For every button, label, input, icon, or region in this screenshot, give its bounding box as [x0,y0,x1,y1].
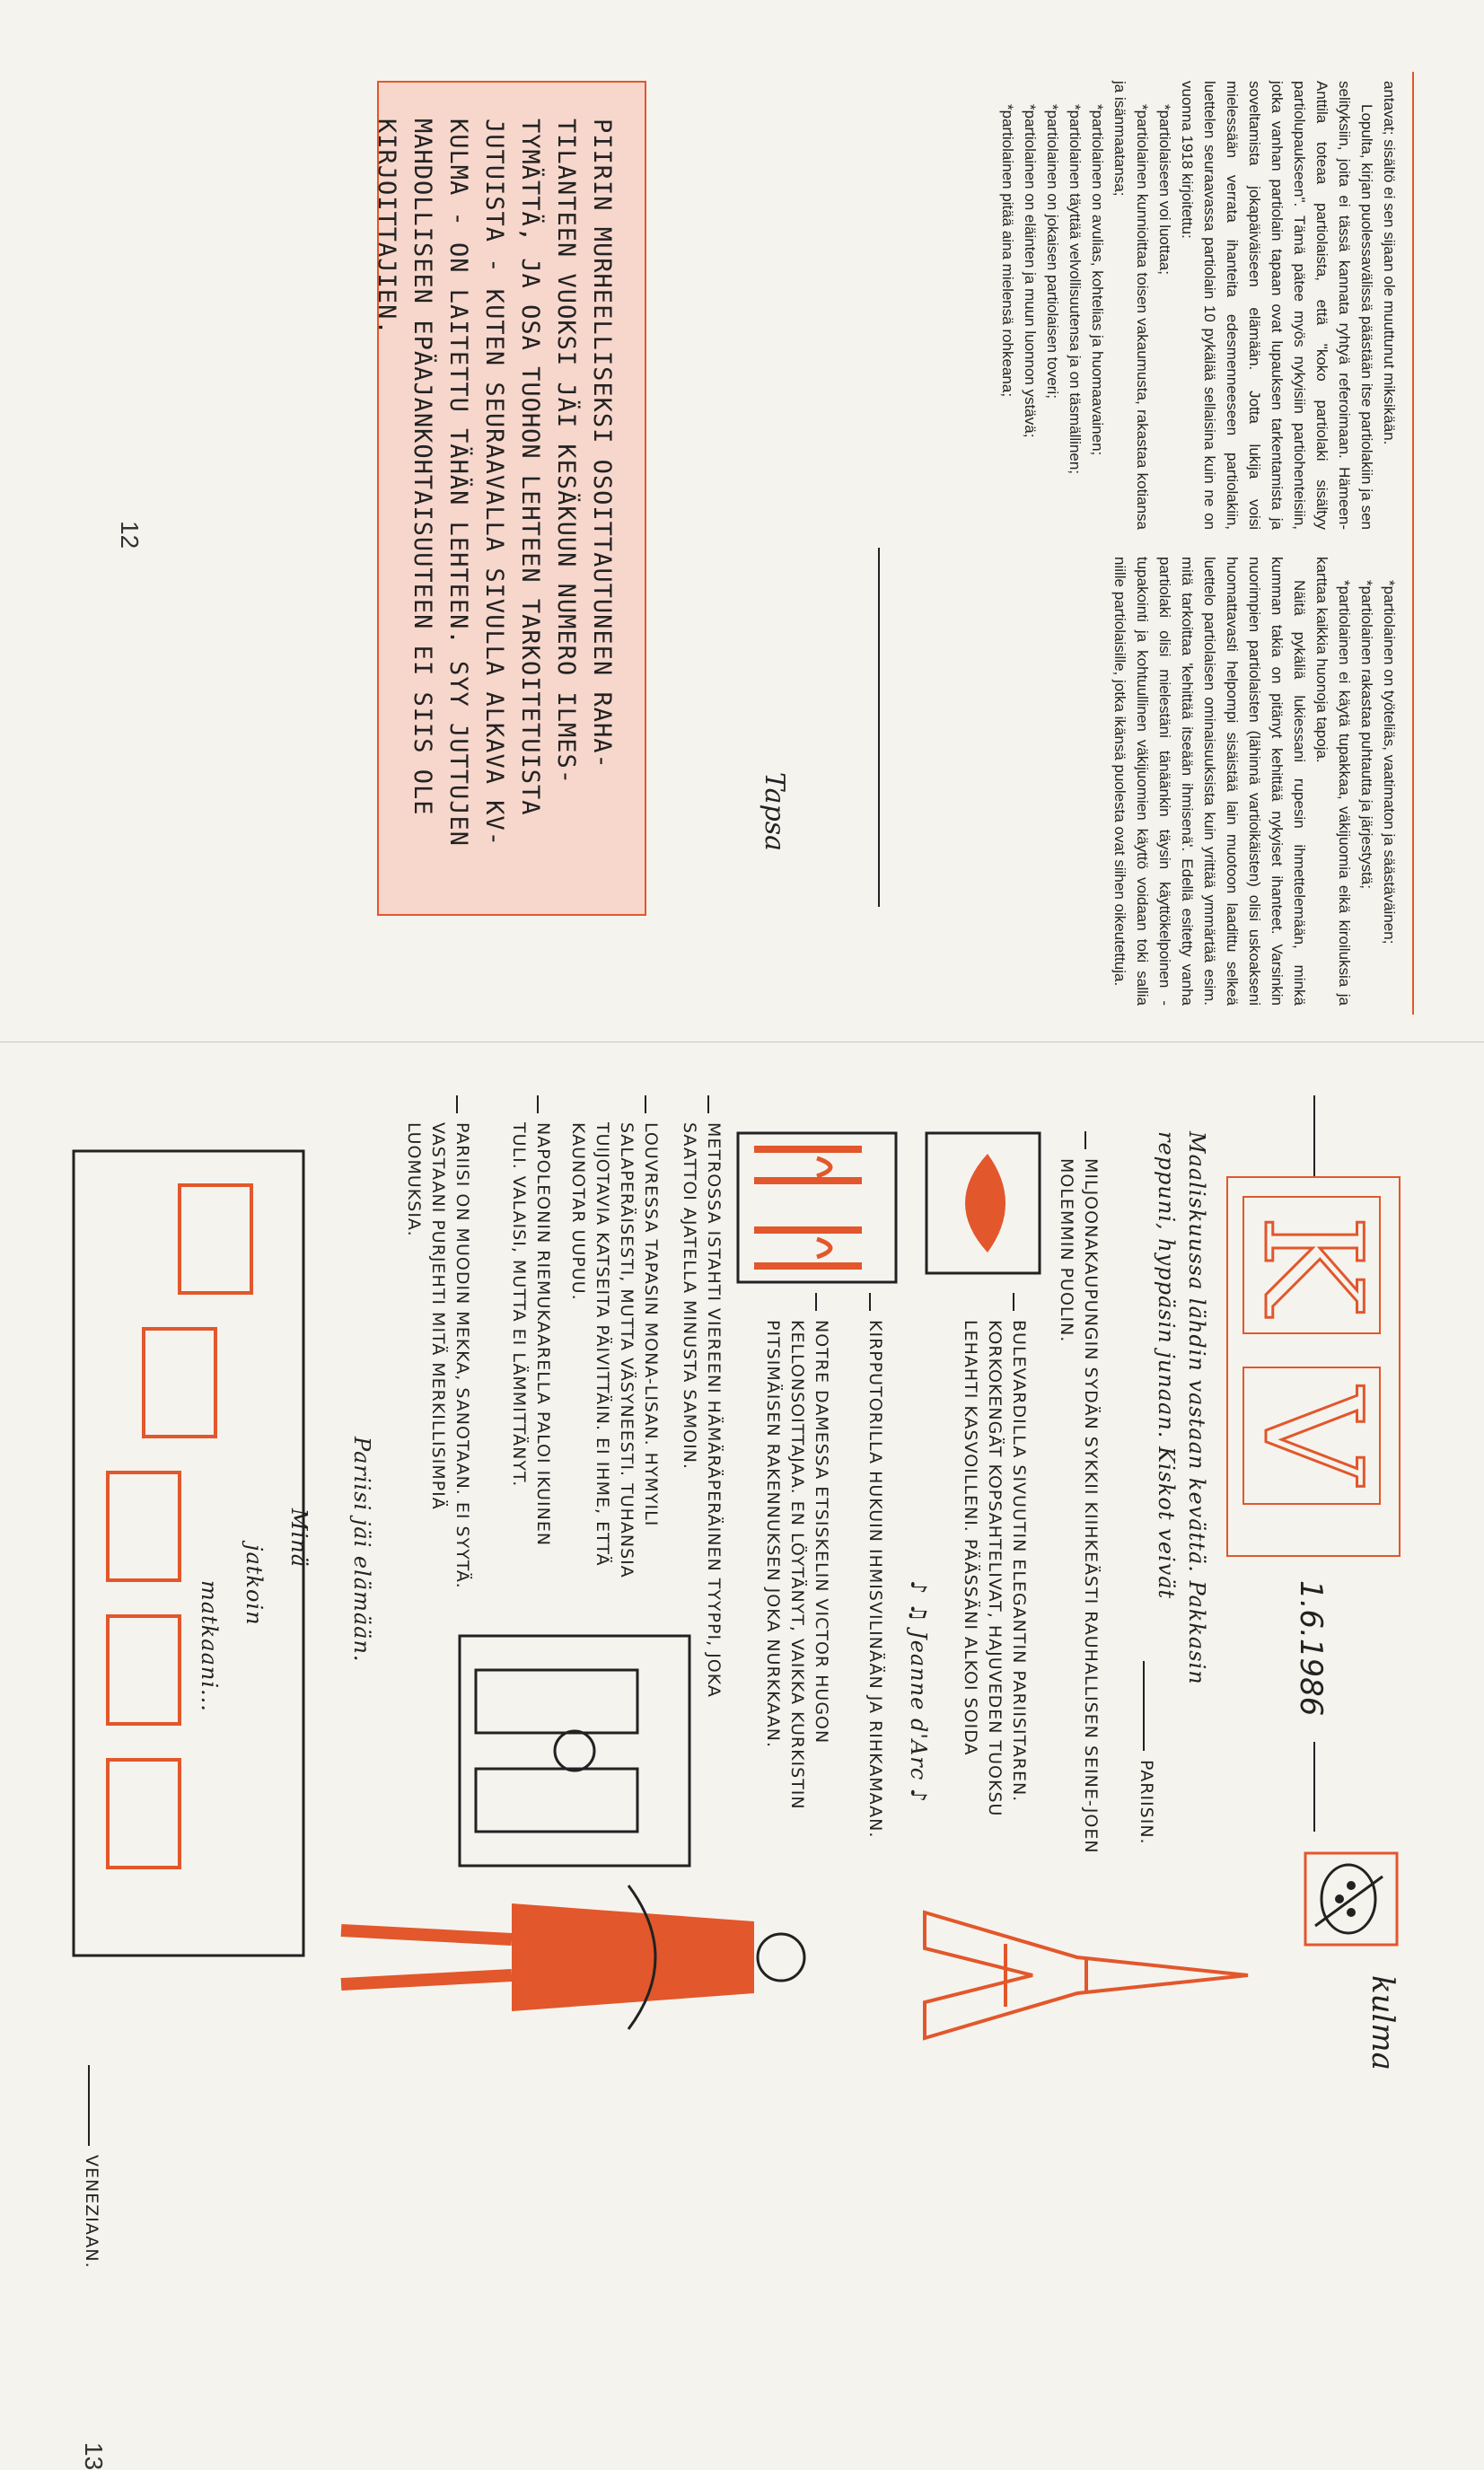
kv-letter-v: V [1243,1367,1381,1505]
closing-line: jatkoin [241,1544,267,1626]
man-with-umbrella-drawing [305,1868,808,2047]
law-item: *partiolainen on avulias, kohtelias ja huomaavainen; [1089,104,1106,456]
cathedral-drawing [736,1131,898,1284]
bullet-rule [1084,1131,1086,1149]
story-item: BULEVARDILLA SIVUUTIN ELEGANTIN PARIISITAREN. KORKOKENGÄT KOPSAHTELIVAT, HAJUVEDEN TUOKSU LEHAHTI KASVOILLENI. PÄÄSSÄNI ALKOI SOIDA [961,1320,1029,1817]
page-13 [36,1077,1436,2470]
story-item: NOTRE DAMESSA ETSISKELIN VICTOR HUGON KELLONSOITTAJAA. EN LÖYTÄNYT, VAIKKA KURKISTIN PITSIMÄISEN RAKENNUKSEN JOKA NURKKAAN. [763,1320,831,1810]
law-item: *partiolainen on työteliäs, vaatimaton ja säästäväinen; [1381,580,1398,945]
closing-line: Pariisi jäi elämään. [349,1437,374,1663]
rule [1313,1742,1315,1832]
law-item: *partiolaiseen voi luottaa; [1156,104,1173,275]
story-item: METROSSA ISTAHTI VIEREENI HÄMÄRÄPERÄINEN TYYPPI, JOKA SAATTOI AJATELLA MINUSTA SAMOIN. [680,1122,724,1698]
right-column [1109,557,1401,1006]
rule [1143,1661,1145,1751]
bullet-rule [1013,1293,1014,1311]
paragraph: Näitä pykäliä lukiessani rupesin ihmettelemään, minkä kumman takia on pitänyt kehittää nykyiset ihanteet. Varsinkin nuorimpien partiolaisten (lähinnä vartioikäisten) olisi uskoakseni huomattavasti helpompi sisäistää lain muotoon laadittu selkeä luettelo partiolaisen ominaisuuksista kuin yrittää ymmärtää esim. mitä tarkoittaa 'kehittää itseään ihmisenä'. Edellä esitetty vanha partiolaki olisi mielestäni tänäänkin täysin käyttökelpoinen - tupakointi ja kohtuullinen väkijuomien käyttö voidaan toki sallia niille partiolaisille, jotka ikänsä puolesta ovat siihen oikeutettuja. [1111,557,1308,1006]
palette-icon [1302,1850,1401,1948]
bullet-rule [815,1293,817,1311]
kv-letter-k: K [1243,1196,1381,1334]
bullet-rule [456,1095,458,1113]
story-item: NAPOLEONIN RIEMUKAARELLA PALOI IKUINEN TULI. VALAISI, MUTTA EI LÄMMITTÄNYT. [509,1122,553,1547]
rule [88,2065,90,2146]
law-item: *partiolainen kunnioittaa toisen vakaumusta, rakastaa kotiansa ja isänmaatansa; [1111,81,1151,530]
law-item: *partiolainen on eläinten ja muun luonnon ystävä; [1022,104,1039,438]
train-drawing [72,1149,305,1957]
kv-logo [1226,1176,1401,1557]
story-item: MILJOONAKAUPUNGIN SYDÄN SYKKII KIIHKEÄSTI RAUHALLISEN SEINE-JOEN MOLEMMIN PUOLIN. [1057,1158,1101,1854]
column-rule [878,548,880,907]
page-number: 13 [80,2442,108,2470]
eiffel-tower-drawing [916,1894,1257,2056]
story-item: LOUVRESSA TAPASIN MONA-LISAN. HYMYILI SALAPERÄISESTI, MUTTA VÄSYNEESTI. TUHANSIA TUIJOTAVIA KATSEITA PÄIVITTÄIN. EI IHME, ETTÄ KAUNOTAR UUPUU. [568,1122,661,1578]
paragraph: antavat; sisältö ei sen sijaan ole muuttunut miksikään. [1381,81,1398,445]
notre-dame-drawing [458,1634,691,1868]
law-item: *partiolainen rakastaa puhtautta ja järjestystä; [1358,580,1375,889]
law-item: *partiolainen on jokaisen partiolaisen toveri; [1044,104,1061,399]
bullet-rule [645,1095,646,1113]
date: 1.6.1986 [1293,1580,1329,1717]
closing-line: matkaani... [197,1580,222,1712]
closing-line: Minä [286,1508,312,1569]
law-item: *partiolainen täyttää velvollisuutensa ja on täsmällinen; [1067,104,1084,475]
bullet-rule [869,1293,871,1311]
left-column [997,81,1401,530]
destination-venice: VENEZIAAN. [82,2155,101,2269]
intro-text: Maaliskuussa lähdin vastaan kevättä. Pakkasin reppuni, hyppäsin junaan. Kiskot veivät [1154,1131,1209,1685]
paragraph: Lopulta, kirjan puolessavälissä päästään itse partiolakiin ja sen selityksiin, joita ei tässä kannata ryhtyä referoimaan. Hämeen-Anttila toteaa partiolaista, että "koko partiolaki sisältyy partiolupaukseen". Tämä pätee myös nykyisiin partiohenteisiin, jotka vanhan partiolain tapaan ovat lupauksen tarkentamista ja soveltamista jokapäiväiseen elämään. Jotta lukija voisi mielessään verrata ihanteita edesmenneeseen partiolakiin, luettelen seuraavassa partiolain 10 pykälää sellaisina kuin ne on vuonna 1918 kirjoitettu: [1179,81,1375,530]
rule [1313,1095,1315,1176]
page-12 [36,54,1436,1042]
story-item: PARIISI ON MUODIN MEKKA, SANOTAAN. EI SYYTÄ. VASTAANI PURJEHTI MITÄ MERKILLISIMPIÄ LUOMUKSIA. [404,1122,472,1589]
song-notes: ♪ ♫ Jeanne d'Arc ♪ [906,1580,931,1804]
signature: Tapsa [759,772,790,852]
top-rule [1412,72,1414,1015]
page-number: 12 [116,521,144,549]
bullet-rule [537,1095,539,1113]
kulma-title: kulma [1365,1975,1401,2070]
lips-drawing [925,1131,1041,1275]
bullet-rule [707,1095,709,1113]
law-item: *partiolainen pitää aina mielensä rohkeana; [999,104,1016,398]
story-item: KIRPPUTORILLA HUKUIN IHMISVILINÄÄN JA RIHKAMAAN. [865,1320,885,1839]
notice-box: PIIRIN MURHEELLISEKSI OSOITTAUTUNEEN RAHA-TILANTEEN VUOKSI JÄI KESÄKUUN NUMERO ILMES-TYMÄTTÄ, JA OSA TUOHON LEHTEEN TARKOITETUISTA JUTUISTA - KUTEN SEURAAVALLA SIVULLA ALKAVA KV-KULMA - ON LAITETTU TÄHÄN LEHTEEN. SYY JUTTUJEN MAHDOLLISEEN EPÄAJANKOHTAISUUTEEN EI SIIS OLE KIRJOITTAJIEN. [377,81,646,916]
destination: PARIISIN. [1137,1760,1156,1845]
law-item: *partiolainen ei käytä tupakkaa, väkijuomia eikä kiroiluksia ja karttaa kaikkia huonoja tapoja. [1313,557,1353,1006]
